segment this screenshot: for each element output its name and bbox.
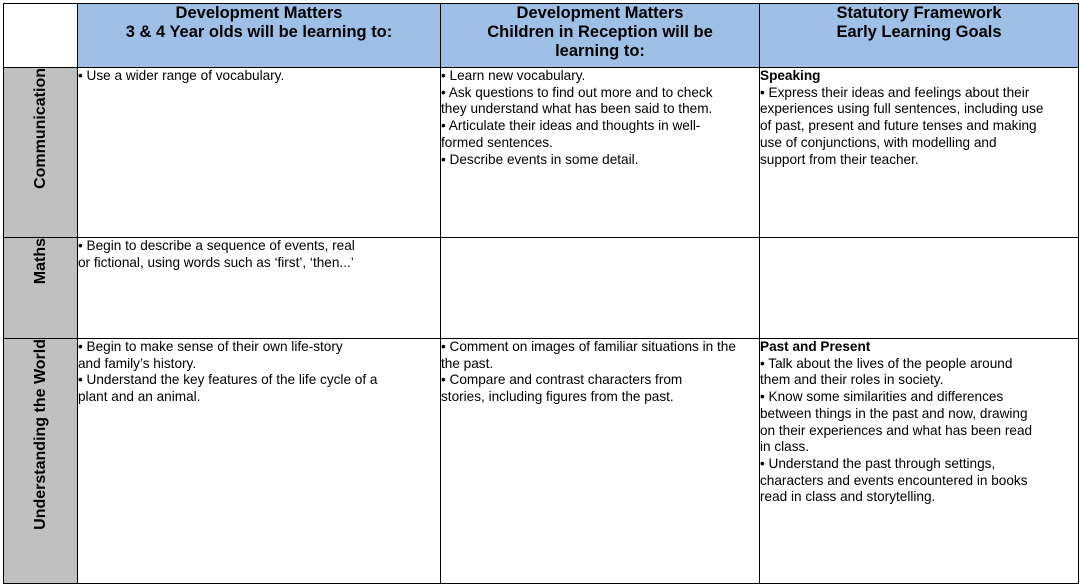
cell-maths-col3 — [760, 238, 1079, 339]
row-label-text: Understanding the World — [31, 339, 49, 530]
cell-world-col2 — [441, 339, 760, 584]
cell-line: • Talk about the lives of the people around — [760, 355, 1013, 371]
header-col3 — [760, 4, 1079, 68]
cell-line: on their experiences and what has been read — [760, 422, 1033, 438]
cell-maths-col1 — [78, 238, 441, 339]
cell-line: the past. — [441, 355, 494, 371]
cell-line: • Use a wider range of vocabulary. — [78, 68, 285, 83]
cell-world-col3 — [760, 339, 1079, 584]
cell-line: characters and events encountered in books — [760, 472, 1028, 488]
cell-line: • Understand the past through settings, — [760, 455, 996, 471]
cell-communication-col3 — [760, 68, 1079, 238]
cell-line: between things in the past and now, drawing — [760, 405, 1028, 421]
header-col3-line: Early Learning Goals — [836, 23, 1002, 41]
cell-line: read in class and storytelling. — [760, 489, 936, 505]
header-col2 — [441, 4, 760, 68]
row-label-communication — [4, 68, 78, 238]
header-col2-line: learning to: — [555, 42, 645, 60]
header-col2-line: Development Matters — [516, 4, 684, 22]
header-col2-line: Children in Reception will be — [487, 23, 713, 41]
cell-maths-col2 — [441, 238, 760, 339]
cell-line: • Express their ideas and feelings about their — [760, 84, 1030, 100]
cell-line: • Begin to describe a sequence of events, real — [78, 238, 355, 253]
row-communication — [4, 68, 1079, 238]
cell-line: they understand what has been said to them. — [441, 101, 713, 117]
header-col1-line: 3 & 4 Year olds will be learning to: — [125, 23, 393, 41]
row-label-text: Maths — [31, 238, 49, 285]
cell-line: • Describe events in some detail. — [441, 151, 639, 167]
cell-world-col1 — [78, 339, 441, 584]
cell-communication-col1 — [78, 68, 441, 238]
row-maths — [4, 238, 1079, 339]
cell-line: • Comment on images of familiar situations in the — [441, 339, 736, 354]
cell-line: in class. — [760, 439, 810, 455]
cell-line: and family’s history. — [78, 355, 197, 371]
cell-line: support from their teacher. — [760, 151, 919, 167]
cell-line: • Begin to make sense of their own life-story — [78, 339, 343, 354]
cell-line: • Understand the key features of the life cycle of a — [78, 372, 378, 388]
cell-line: them and their roles in society. — [760, 372, 944, 388]
cell-subheading: Speaking — [760, 68, 821, 83]
header-col3-line: Statutory Framework — [836, 4, 1002, 22]
header-row — [4, 4, 1079, 68]
cell-line: • Compare and contrast characters from — [441, 372, 683, 388]
cell-line: of past, present and future tenses and making — [760, 118, 1037, 134]
cell-line: • Learn new vocabulary. — [441, 68, 586, 83]
curriculum-table — [3, 3, 1079, 584]
cell-subheading: Past and Present — [760, 339, 871, 354]
cell-line: • Ask questions to find out more and to check — [441, 84, 713, 100]
cell-line: stories, including figures from the past. — [441, 389, 674, 405]
cell-line: • Know some similarities and differences — [760, 389, 1004, 405]
cell-line: use of conjunctions, with modelling and — [760, 134, 997, 150]
row-understanding-the-world — [4, 339, 1079, 584]
header-col1-line: Development Matters — [175, 4, 343, 22]
cell-line: plant and an animal. — [78, 389, 201, 405]
cell-line: experiences using full sentences, including use — [760, 101, 1044, 117]
cell-line: or fictional, using words such as ‘first’, ‘then...’ — [78, 254, 354, 270]
row-label-text: Communication — [31, 68, 49, 189]
row-label-understanding-the-world — [4, 339, 78, 584]
corner-cell — [4, 4, 78, 68]
cell-line: formed sentences. — [441, 134, 553, 150]
header-col1 — [78, 4, 441, 68]
cell-communication-col2 — [441, 68, 760, 238]
row-label-maths — [4, 238, 78, 339]
cell-line: • Articulate their ideas and thoughts in well- — [441, 118, 701, 134]
